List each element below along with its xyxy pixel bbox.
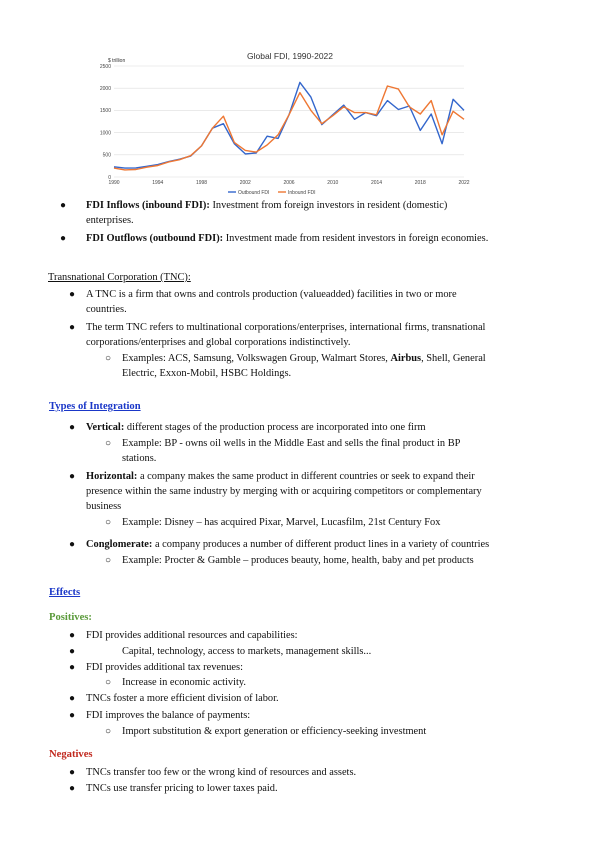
tnc-bullet-1: A TNC is a firm that owns and controls production (valueadded) facilities in two or more bbox=[86, 289, 457, 300]
bullet-icon: ● bbox=[69, 539, 76, 550]
chart-x-ticks bbox=[108, 180, 469, 186]
y-tick-label: 2000 bbox=[100, 86, 111, 92]
sub-bullet-icon: ○ bbox=[105, 438, 112, 449]
negatives-heading: Negatives bbox=[49, 749, 93, 760]
x-tick-label: 2018 bbox=[414, 180, 426, 186]
fdi-outflows-line: FDI Outflows (outbound FDI): Investment made from resident investors in foreign economies. bbox=[86, 233, 489, 244]
x-tick-label: 2022 bbox=[458, 180, 470, 186]
tnc-examples: Examples: ACS, Samsung, Volkswagen Group, Walmart Stores, Airbus, Shell, General bbox=[122, 353, 486, 364]
x-tick-label: 2014 bbox=[370, 180, 383, 186]
y-tick-label: 0 bbox=[108, 174, 111, 181]
chart-ylabel: $ trillion bbox=[108, 58, 126, 64]
x-tick-label: 1990 bbox=[108, 180, 120, 186]
horizontal-line2: presence within the same industry by merging with or acquiring competitors or complementary bbox=[86, 486, 482, 497]
positive-1-sub: Capital, technology, access to markets, management skills... bbox=[122, 646, 372, 657]
horizontal-example: Example: Disney – has acquired Pixar, Marvel, Lucasfilm, 21st Century Fox bbox=[122, 517, 441, 528]
negative-1: TNCs transfer too few or the wrong kind of resources and assets. bbox=[86, 767, 357, 778]
chart-title: Global FDI, 1990-2022 bbox=[247, 51, 333, 61]
chart-grid bbox=[114, 66, 464, 177]
y-tick-label: 2500 bbox=[100, 63, 111, 70]
chart-y-ticks bbox=[100, 64, 111, 181]
bullet-icon: ● bbox=[69, 662, 76, 673]
fdi-inflows-line: FDI Inflows (inbound FDI): Investment from foreign investors in resident (domestic) bbox=[86, 200, 448, 211]
bullet-icon: ● bbox=[69, 693, 76, 704]
fdi-line-chart bbox=[100, 48, 500, 200]
negative-2: TNCs use transfer pricing to lower taxes paid. bbox=[86, 783, 278, 794]
vertical-example-line2: stations. bbox=[122, 453, 157, 464]
bullet-icon: ● bbox=[60, 200, 67, 211]
bullet-icon: ● bbox=[69, 646, 76, 657]
positive-4-sub: Import substitution & export generation or efficiency-seeking investment bbox=[122, 726, 427, 737]
legend-label: Outbound FDI bbox=[238, 189, 270, 196]
sub-bullet-icon: ○ bbox=[105, 353, 112, 364]
y-tick-label: 500 bbox=[102, 152, 111, 159]
bullet-icon: ● bbox=[69, 422, 76, 433]
sub-bullet-icon: ○ bbox=[105, 555, 112, 566]
effects-link[interactable]: Effects bbox=[49, 587, 81, 598]
vertical-integration: Vertical: different stages of the production process are incorporated into one firm bbox=[86, 422, 426, 433]
positive-4: FDI improves the balance of payments: bbox=[86, 710, 251, 721]
x-tick-label: 2006 bbox=[283, 180, 295, 186]
positive-1: FDI provides additional resources and capabilities: bbox=[86, 630, 298, 641]
series-line-outbound-fdi bbox=[114, 82, 464, 168]
tnc-examples-line2: Electric, Exxon-Mobil, HSBC Holdings. bbox=[122, 368, 292, 379]
bullet-icon: ● bbox=[69, 783, 76, 794]
sub-bullet-icon: ○ bbox=[105, 677, 112, 688]
chart-lines bbox=[114, 82, 464, 169]
vertical-example: Example: BP - owns oil wells in the Middle East and sells the final product in BP bbox=[122, 438, 461, 449]
legend-label: Inbound FDI bbox=[288, 189, 316, 196]
bullet-icon: ● bbox=[69, 322, 76, 333]
positive-2: FDI provides additional tax revenues: bbox=[86, 662, 243, 673]
horizontal-integration: Horizontal: a company makes the same product in different countries or seek to expand their bbox=[86, 471, 475, 482]
chart-legend bbox=[228, 190, 316, 196]
x-tick-label: 2002 bbox=[239, 180, 251, 186]
x-tick-label: 1998 bbox=[195, 180, 208, 186]
bullet-icon: ● bbox=[69, 471, 76, 482]
x-tick-label: 2010 bbox=[327, 180, 339, 186]
bullet-icon: ● bbox=[60, 233, 67, 244]
y-tick-label: 1000 bbox=[100, 130, 111, 137]
fdi-inflows-line2: enterprises. bbox=[86, 215, 134, 226]
positive-2-sub: Increase in economic activity. bbox=[122, 677, 246, 688]
conglomerate-example: Example: Procter & Gamble – produces beauty, home, health, baby and pet products bbox=[122, 555, 474, 566]
tnc-bullet-1-line2: countries. bbox=[86, 304, 127, 315]
bullet-icon: ● bbox=[69, 710, 76, 721]
positives-heading: Positives: bbox=[49, 612, 92, 623]
sub-bullet-icon: ○ bbox=[105, 517, 112, 528]
types-of-integration-link[interactable]: Types of Integration bbox=[49, 401, 141, 412]
tnc-heading: Transnational Corporation (TNC): bbox=[48, 272, 191, 283]
series-line-inbound-fdi bbox=[114, 86, 464, 170]
tnc-bullet-2-line2: corporations/enterprises and global corporations indistinctively. bbox=[86, 337, 351, 348]
bullet-icon: ● bbox=[69, 767, 76, 778]
bullet-icon: ● bbox=[69, 289, 76, 300]
x-tick-label: 1994 bbox=[152, 180, 164, 186]
horizontal-line3: business bbox=[86, 501, 122, 512]
y-tick-label: 1500 bbox=[100, 108, 111, 115]
sub-bullet-icon: ○ bbox=[105, 726, 112, 737]
conglomerate-integration: Conglomerate: a company produces a number of different product lines in a variety of countries bbox=[86, 539, 490, 550]
tnc-bullet-2: The term TNC refers to multinational corporations/enterprises, international firms, transnational bbox=[86, 322, 486, 333]
positive-3: TNCs foster a more efficient division of labor. bbox=[86, 693, 279, 704]
bullet-icon: ● bbox=[69, 630, 76, 641]
